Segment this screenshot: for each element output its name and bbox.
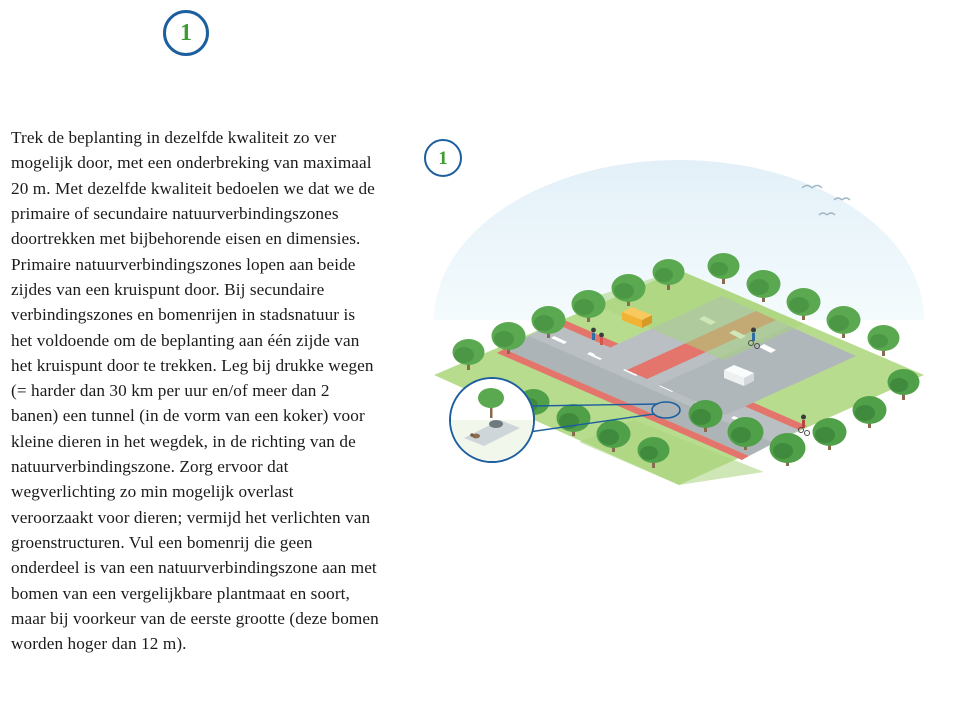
body-paragraph: Trek de beplanting in dezelfde kwaliteit zo ver mogelijk door, met een onderbreking van maximaal 20 m. Met dezelfde kwaliteit bedoelen we dat we de primaire of secundaire natuurverbindingszones doortrekken met bijbehorende eisen en dimensies. Primaire natuurverbindingszones lopen aan beide zijdes van een kruispunt door. Bij secundaire verbindingszones en bomenrijen in stadsnatuur is het voldoende om de beplanting aan één zijde van het kruispunt door te trekken. Leg bij drukke wegen (= harder dan 30 km per uur en/of meer dan 2 banen) een tunnel (in de vorm van een koker) voor kleine dieren in het wegdek, in de richting van de natuurverbindingszone. Zorg ervoor dat wegverlichting zo min mogelijk overlast veroorzaakt voor dieren; vermijd het verlichten van groenstructuren. Vul een bomenrij die geen onderdeel is van een natuurverbindingszone aan met bomen van een vergelijkbare plantmaat en soort, maar bij voorkeur van de eerste grootte (deze bomen worden hoger dan 12 m). bbox=[11, 128, 379, 654]
step-badge-figure-number: 1 bbox=[438, 147, 448, 169]
step-badge-figure bbox=[424, 139, 462, 177]
step-badge-top bbox=[163, 10, 209, 56]
illustration-svg bbox=[404, 120, 954, 520]
step-badge-top-number: 1 bbox=[180, 20, 192, 46]
illustration-figure bbox=[404, 120, 954, 520]
